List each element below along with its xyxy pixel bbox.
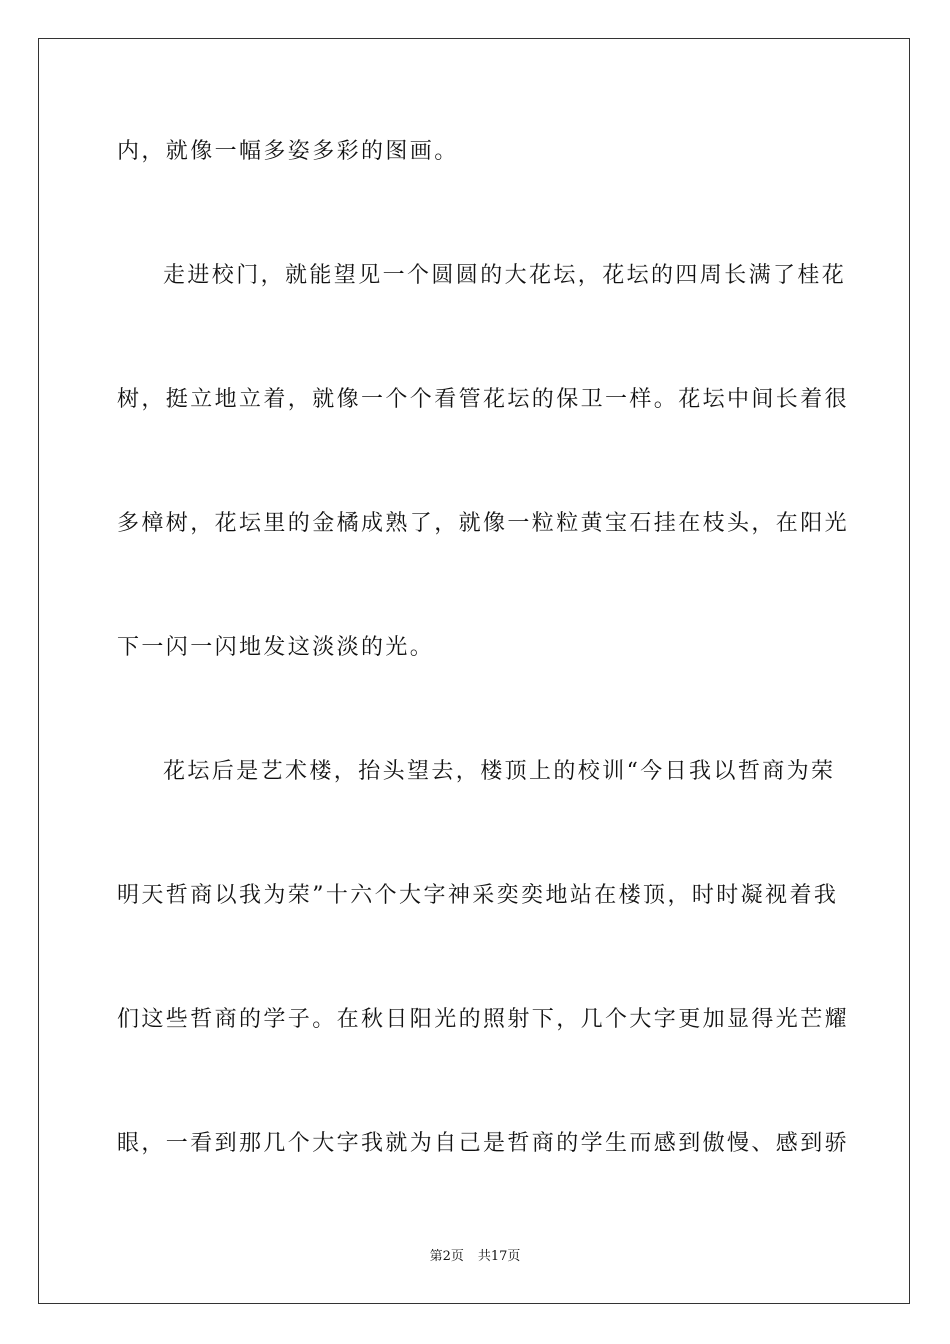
text-line: 花坛后是艺术楼，抬头望去，楼顶上的校训“今日我以哲商为荣 bbox=[163, 759, 836, 784]
text-line: 树，挺立地立着，就像一个个看管花坛的保卫一样。花坛中间长着很 bbox=[117, 387, 850, 412]
page-footer bbox=[0, 1249, 950, 1265]
text-line: 们这些哲商的学子。在秋日阳光的照射下，几个大字更加显得光芒耀 bbox=[117, 1007, 850, 1032]
text-line: 下一闪一闪地发这淡淡的光。 bbox=[117, 635, 435, 660]
text-line: 多樟树，花坛里的金橘成熟了，就像一粒粒黄宝石挂在枝头，在阳光 bbox=[117, 511, 850, 536]
text-line: 走进校门，就能望见一个圆圆的大花坛，花坛的四周长满了桂花 bbox=[163, 263, 847, 288]
page-number: 第2页 bbox=[429, 1249, 464, 1264]
text-line: 内，就像一幅多姿多彩的图画。 bbox=[117, 139, 459, 164]
text-line: 明天哲商以我为荣”十六个大字神采奕奕地站在楼顶，时时凝视着我 bbox=[117, 883, 839, 908]
text-line: 眼，一看到那几个大字我就为自己是哲商的学生而感到傲慢、感到骄 bbox=[117, 1131, 850, 1156]
page-total: 共17页 bbox=[477, 1249, 521, 1264]
page-border bbox=[38, 38, 910, 1304]
